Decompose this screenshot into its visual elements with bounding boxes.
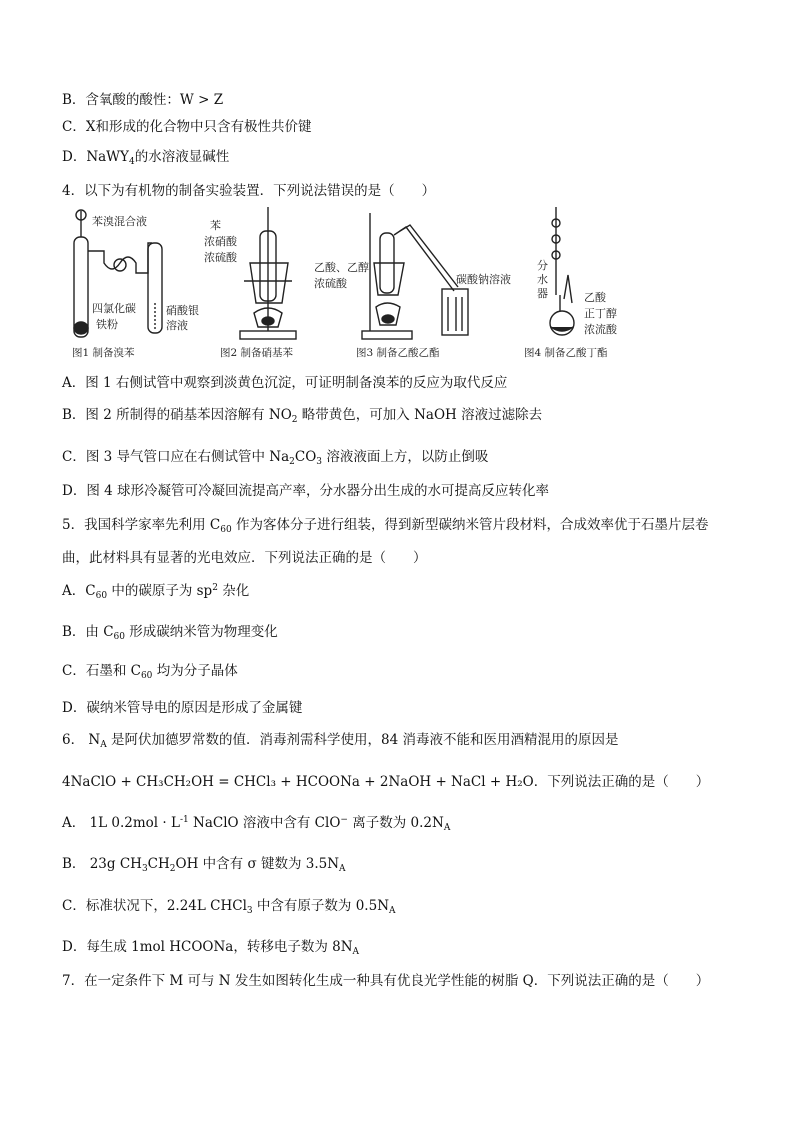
- q6-option-a: A． 1L $0.2mol \cdot L^{-1}$ NaClO 溶液中含有 ClO− 离子数为 $0.2N_A$: [62, 815, 451, 833]
- fig2-label-h2so4: 浓硫酸: [204, 251, 237, 264]
- fig1-label-soln: 溶液: [166, 319, 188, 332]
- q6-option-d: D．每生成 1mol HCOONa，转移电子数为 $8N_A$: [62, 939, 360, 957]
- fig1-label-ccl4: 四氯化碳: [92, 302, 136, 315]
- fig1-caption: 图1 制备溴苯: [72, 347, 135, 359]
- q4-option-d: D．图 4 球形冷凝管可冷凝回流提高产率，分水器分出生成的水可提高反应转化率: [62, 483, 549, 499]
- fig4-label-h2so4: 浓流酸: [584, 323, 617, 336]
- q6-stem-line1: 6． $N_A$ 是阿伏加德罗常数的值．消毒剂需科学使用，84 消毒液不能和医用酒精混用的原因是: [62, 732, 619, 750]
- q4-apparatus-figure: [64, 203, 636, 363]
- q7-stem: 7．在一定条件下 M 可与 N 发生如图转化生成一种具有优良光学性能的树脂 Q．下列说法正确的是（ ）: [62, 973, 710, 989]
- q3-option-c: C．X和形成的化合物中只含有极性共价键: [62, 119, 312, 135]
- fig3-label-na2co3: 碳酸钠溶液: [456, 273, 511, 286]
- fig1-label-fe: 铁粉: [96, 318, 118, 331]
- figure-3-ethyl-acetate: [362, 213, 468, 339]
- fig4-label-acid: 乙酸: [584, 291, 606, 304]
- q5-option-b: B．由 $C_{60}$ 形成碳纳米管为物理变化: [62, 624, 278, 642]
- q4-stem: 4．以下为有机物的制备实验装置．下列说法错误的是（ ）: [62, 183, 436, 199]
- fig4-label-3: 器: [537, 287, 548, 300]
- q5-option-a: A．$C_{60}$ 中的碳原子为 $sp^2$ 杂化: [62, 583, 250, 601]
- figure-2-nitrobenzene: [240, 207, 296, 339]
- q5-stem-line2: 曲，此材料具有显著的光电效应．下列说法正确的是（ ）: [62, 550, 427, 566]
- q4-option-a: A．图 1 右侧试管中观察到淡黄色沉淀，可证明制备溴苯的反应为取代反应: [62, 375, 508, 391]
- fig4-label-butanol: 正丁醇: [584, 307, 617, 320]
- q5-option-d: D．碳纳米管导电的原因是形成了金属键: [62, 700, 303, 716]
- q3-option-b: B．含氧酸的酸性：W > Z: [62, 92, 224, 108]
- fig3-label-h2so4: 浓硫酸: [314, 277, 347, 290]
- q5-option-c: C．石墨和 $C_{60}$ 均为分子晶体: [62, 663, 238, 681]
- fig3-label-reactants: 乙酸、乙醇: [314, 261, 369, 274]
- figure-1-bromobenzene: [74, 210, 162, 337]
- fig1-label-mix: 苯溴混合液: [92, 215, 147, 228]
- figure-4-butyl-acetate: [550, 207, 574, 335]
- fig2-label-hno3: 浓硝酸: [204, 235, 237, 248]
- fig1-label-agno3: 硝酸银: [166, 304, 199, 317]
- fig2-caption: 图2 制备硝基苯: [220, 347, 294, 359]
- fig4-label-1: 分: [537, 259, 548, 272]
- q5-stem-line1: 5．我国科学家率先利用 $C_{60}$ 作为客体分子进行组装，得到新型碳纳米管片段材料，合成效率优于石墨片层卷: [62, 517, 709, 535]
- q4-option-b: B．图 2 所制得的硝基苯因溶解有 $NO_2$ 略带黄色，可加入 NaOH 溶液过滤除去: [62, 407, 543, 425]
- fig3-caption: 图3 制备乙酸乙酯: [356, 347, 440, 359]
- fig4-label-2: 水: [537, 273, 548, 286]
- q6-equation: 4NaClO + CH₃CH₂OH = CHCl₃ + HCOONa + 2NaOH + NaCl + H₂O．下列说法正确的是（ ）: [62, 774, 710, 790]
- q3-option-d: D．NaWY$_4$的水溶液显碱性: [62, 149, 230, 167]
- fig2-label-benzene: 苯: [210, 219, 221, 232]
- q4-option-c: C．图 3 导气管口应在右侧试管中 $Na_2CO_3$ 溶液液面上方，以防止倒吸: [62, 449, 489, 467]
- fig4-caption: 图4 制备乙酸丁酯: [524, 347, 608, 359]
- q6-option-b: B． 23g $CH_3CH_2OH$ 中含有 σ 键数为 $3.5N_A$: [62, 856, 346, 874]
- q6-option-c: C．标准状况下，2.24L CHCl$_3$ 中含有原子数为 $0.5N_A$: [62, 898, 396, 916]
